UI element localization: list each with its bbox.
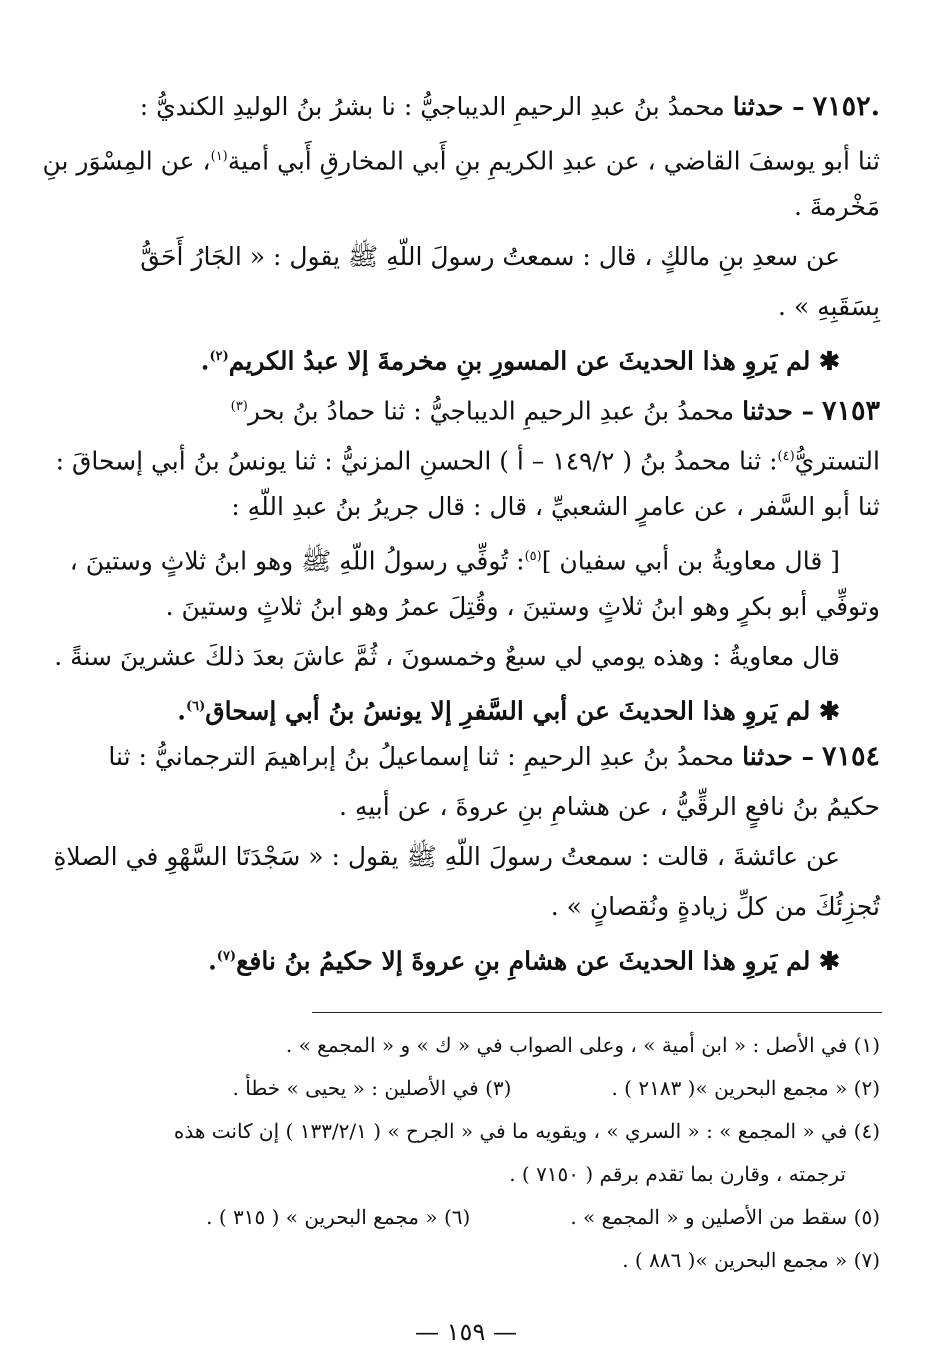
hadith-number: .٧١٥٢ [812,91,880,122]
line-text: بِسَقَبِهِ » . [778,292,880,321]
hadith-7153-line-3 [80,482,880,532]
line-text: عن سعدِ بنِ مالكٍ ، قال : سمعتُ رسولَ اللّهِ ﷺ يقول : « الجَارُ أَحَقُّ [140,242,840,271]
hadith-7153-line-2 [55,432,880,482]
footnote-text: (٣) في الأصلين : « يحيى » خطأ . [232,1076,512,1100]
hadith-7154-matn-1 [53,832,880,882]
line-text-continued: : ثنا محمدُ بنُ ( ١٤٩/٢ – أ ) الحسنِ المزنيُّ : ثنا يونسُ بنُ أبي إسحاقَ : [55,446,778,476]
hadith-7154-note [80,932,880,982]
footnote-4 [80,1110,880,1153]
footnote-text: (٢) « مجمع البحرين »( ٢١٨٣ ) . [611,1076,880,1100]
line-text: ✱ لم يَروِ هذا الحديثَ عن هشامِ بنِ عروةَ إلا حكيمُ بنُ نافع [236,946,840,976]
footnote-marker: (٥) [524,549,542,564]
footnote-text: (١) في الأصل : « ابن أمية » ، وعلى الصواب في « ك » و « المجمع » . [285,1033,880,1057]
hadith-number: ٧١٥٤ [821,741,880,772]
hadith-7152-matn-2 [80,282,880,332]
footnote-1 [80,1024,880,1067]
footnote-marker: (٣) [230,399,248,414]
footnotes [80,1024,880,1282]
footnote-5-6 [80,1196,880,1239]
footnote-text: (٤) في « المجمع » : « السري » ، ويقويه ما في « الجرح » ( ١٣٣/٢/١ ) إن كانت هذه [173,1119,880,1143]
footnote-marker: (٤) [777,449,795,464]
line-text: حكيمُ بنُ نافعٍ الرقِّيُّ ، عن هشامِ بنِ عروةَ ، عن أبيهِ . [338,792,880,821]
hadith-7153-line-1 [80,382,880,432]
line-text: محمدُ بنُ عبدِ الرحيمِ : ثنا إسماعيلُ بنُ إبراهيمَ الترجمانيُّ : ثنا [108,742,743,771]
footnote-marker: (٢) [209,349,229,364]
footnote-marker: (٧) [216,949,237,964]
hadith-7152-matn-1 [80,232,880,282]
hadith-number: ٧١٥٣ [821,395,880,427]
footnote-2-3 [80,1067,880,1110]
footnote-text: (٥) سقط من الأصلين و « المجمع » . [570,1205,880,1229]
line-text-continued: . [177,696,186,726]
footnote-text: ترجمته ، وقارن بما تقدم برقم ( ٧١٥٠ ) . [509,1162,846,1186]
line-text: ثنا أبو يوسفَ القاضي ، عن عبدِ الكريمِ بنِ أَبي المخارقِ أَبي أمية [227,146,880,176]
line-text: وتوفِّي أبو بكرٍ وهو ابنُ ثلاثٍ وستينَ ، وقُتِلَ عمرُ وهو ابنُ ثلاثٍ وستينَ . [165,592,880,621]
hadith-7153-matn-1 [69,532,880,582]
footnote-marker: (١) [210,149,228,164]
hadith-opening: – حدثنا [742,396,815,426]
line-text: [ قال معاويةُ بن أبي سفيان ] [541,546,840,576]
line-text: مَخْرمةَ . [793,192,880,221]
line-text: محمدُ بنُ عبدِ الرحيمِ الديباجيُّ : نا بشرُ بنُ الوليدِ الكنديُّ : [139,92,733,121]
line-text: ✱ لم يَروِ هذا الحديثَ عن أبي السَّفرِ إلا يونسُ بنُ أبي إسحاق [205,696,840,726]
line-text: عن عائشةَ ، قالت : سمعتُ رسولَ اللّهِ ﷺ يقول : « سَجْدَتَا السَّهْوِ في الصلاةِ [53,842,840,871]
hadith-7154-matn-2 [80,882,880,932]
footnote-text: (٦) « مجمع البحرين » ( ٣١٥ ) . [206,1205,471,1229]
hadith-7154-line-2 [80,782,880,832]
line-text-continued: . [200,346,210,376]
line-text: تُجزِئُكَ من كلِّ زيادةٍ ونُقصانٍ » . [550,892,880,921]
line-text: ثنا أبو السَّفر ، عن عامرٍ الشعبيِّ ، قال : قال جريرُ بنُ عبدِ اللّهِ : [231,492,880,521]
footnote-divider [312,1012,882,1013]
hadith-7154-line-1 [80,732,880,782]
line-text-continued: : تُوفِّي رسولُ اللّهِ ﷺ وهو ابنُ ثلاثٍ وستينَ ، [69,546,525,576]
footnote-text: (٧) « مجمع البحرين »( ٨٨٦ ) . [622,1248,880,1272]
line-text: محمدُ بنُ عبدِ الرحيمِ الديباجيُّ : ثنا حمادُ بنُ بحر [247,396,743,426]
line-text-continued: . [208,946,217,976]
line-text-continued: ، عن المِسْوَر بنِ [42,146,211,176]
hadith-opening: – حدثنا [732,92,805,121]
page-number: — ١٥٩ — [415,1318,517,1346]
line-text: التستريُّ [794,446,880,476]
hadith-7153-matn-3 [54,632,880,682]
main-text [42,82,880,982]
hadith-7152-note [80,332,880,382]
line-text: ✱ لم يَروِ هذا الحديثَ عن المسورِ بنِ مخرمةَ إلا عبدُ الكريم [228,346,840,376]
footnote-4-continued [80,1153,880,1196]
hadith-7153-matn-2 [80,582,880,632]
hadith-7152-line-1 [80,82,880,132]
line-text: قال معاويةُ : وهذه يومي لي سبعٌ وخمسونَ ، ثُمَّ عاشَ بعدَ ذلكَ عشرينَ سنةً . [54,642,840,671]
hadith-7152-line-3 [80,182,880,232]
hadith-opening: – حدثنا [742,742,815,771]
hadith-7153-note [80,682,880,732]
footnote-marker: (٦) [185,699,206,714]
hadith-7152-line-2 [42,132,880,182]
footnote-7 [80,1239,880,1282]
